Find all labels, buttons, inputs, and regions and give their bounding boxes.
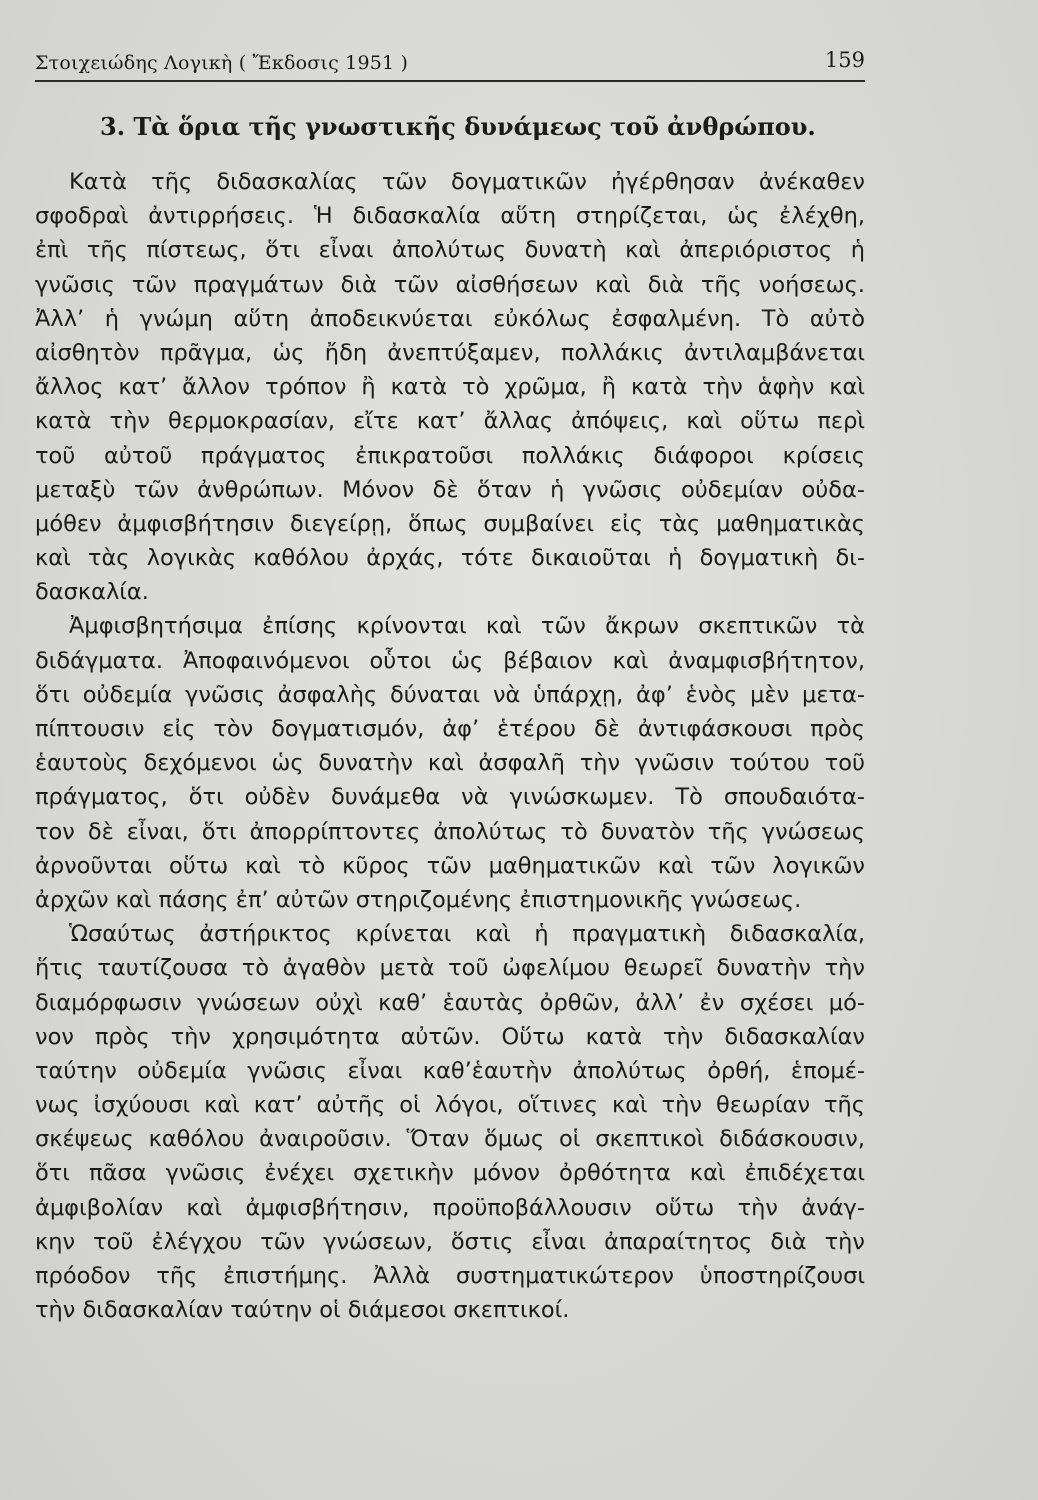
running-head bbox=[35, 48, 865, 84]
text-line: τοῦ αὐτοῦ πράγματος ἐπικρατοῦσι πολλάκις διάφοροι κρίσεις bbox=[35, 442, 865, 469]
text-line: μεταξὺ τῶν ἀνθρώπων. Μόνον δὲ ὅταν ἡ γνῶσις οὐδεμίαν οὐδα- bbox=[35, 476, 865, 503]
text-line: νως ἰσχύουσι καὶ κατ’ αὐτῆς οἱ λόγοι, οἵτινες καὶ τὴν θεωρίαν τῆς bbox=[35, 1092, 865, 1119]
text-line: γνῶσις τῶν πραγμάτων διὰ τῶν αἰσθήσεων καὶ διὰ τῆς νοήσεως. bbox=[35, 271, 865, 298]
text-line: καὶ τὰς λογικὰς καθόλου ἀρχάς, τότε δικαιοῦται ἡ δογματικὴ δι- bbox=[35, 545, 865, 572]
text-line: ἀρνοῦνται οὕτω καὶ τὸ κῦρος τῶν μαθηματικῶν καὶ τῶν λογικῶν bbox=[35, 852, 865, 879]
text-line: σφοδραὶ ἀντιρρήσεις. Ἡ διδασκαλία αὕτη στηρίζεται, ὡς ἐλέχθη, bbox=[35, 203, 865, 230]
text-line: κην τοῦ ἐλέγχου τῶν γνώσεων, ὅστις εἶναι ἀπαραίτητος διὰ τὴν bbox=[35, 1228, 865, 1255]
text-line: διδάγματα. Ἀποφαινόμενοι οὗτοι ὡς βέβαιον καὶ ἀναμφισβήτητον, bbox=[35, 647, 865, 674]
text-line: ὅτι οὐδεμία γνῶσις ἀσφαλὴς δύναται νὰ ὑπάρχῃ, ἀφ’ ἑνὸς μὲν μετα- bbox=[35, 681, 865, 708]
text-line: τὴν διδασκαλίαν ταύτην οἱ διάμεσοι σκεπτικοί. bbox=[35, 1297, 570, 1324]
text-line: μόθεν ἀμφισβήτησιν διεγείρῃ, ὅπως συμβαίνει εἰς τὰς μαθηματικὰς bbox=[35, 510, 865, 537]
text-line: πράγματος, ὅτι οὐδὲν δυνάμεθα νὰ γινώσκωμεν. Τὸ σπουδαιότα- bbox=[35, 784, 865, 811]
text-line: τον δὲ εἶναι, ὅτι ἀπορρίπτοντες ἀπολύτως τὸ δυνατὸν τῆς γνώσεως bbox=[35, 818, 865, 845]
text-line: Ἀμφισβητήσιμα ἐπίσης κρίνονται καὶ τῶν ἄκρων σκεπτικῶν τὰ bbox=[69, 613, 865, 640]
text-line: Κατὰ τῆς διδασκαλίας τῶν δογματικῶν ἠγέρθησαν ἀνέκαθεν bbox=[69, 169, 865, 195]
text-line: ἀμφιβολίαν καὶ ἀμφισβήτησιν, προϋποβάλλουσιν οὕτω τὴν ἀνάγ- bbox=[35, 1194, 865, 1221]
text-line: νον πρὸς τὴν χρησιμότητα αὐτῶν. Οὕτω κατὰ τὴν διδασκαλίαν bbox=[35, 1023, 865, 1050]
text-line: Ἀλλ’ ἡ γνώμη αὕτη ἀποδεικνύεται εὐκόλως ἐσφαλμένη. Τὸ αὐτὸ bbox=[35, 305, 865, 332]
text-line: ἐπὶ τῆς πίστεως, ὅτι εἶναι ἀπολύτως δυνατὴ καὶ ἀπεριόριστος ἡ bbox=[35, 237, 865, 264]
text-line: ὅτι πᾶσα γνῶσις ἐνέχει σχετικὴν μόνον ὀρθότητα καὶ ἐπιδέχεται bbox=[35, 1160, 865, 1187]
text-line: δασκαλία. bbox=[35, 579, 149, 606]
page-number: 159 bbox=[824, 48, 865, 72]
text-line: ταύτην οὐδεμία γνῶσις εἶναι καθ’ἑαυτὴν ἀπολύτως ὀρθή, ἑπομέ- bbox=[35, 1057, 865, 1084]
text-line: ἄλλος κατ’ ἄλλον τρόπον ἢ κατὰ τὸ χρῶμα, ἢ κατὰ τὴν ἁφὴν καὶ bbox=[35, 374, 865, 401]
text-line: αἰσθητὸν πρᾶγμα, ὡς ἤδη ἀνεπτύξαμεν, πολλάκις ἀντιλαμβάνεται bbox=[35, 339, 865, 366]
text-line: κατὰ τὴν θερμοκρασίαν, εἴτε κατ’ ἄλλας ἀπόψεις, καὶ οὕτω περὶ bbox=[35, 408, 865, 435]
text-line: Ὡσαύτως ἀστήρικτος κρίνεται καὶ ἡ πραγματικὴ διδασκαλία, bbox=[69, 921, 865, 948]
section-heading: 3. Τὰ ὅρια τῆς γνωστικῆς δυνάμεως τοῦ ἀνθρώπου. bbox=[100, 112, 816, 141]
body-text bbox=[35, 165, 865, 1327]
text-line: ἀρχῶν καὶ πάσης ἐπ’ αὐτῶν στηριζομένης ἐπιστημονικῆς γνώσεως. bbox=[35, 886, 802, 913]
header-rule bbox=[35, 80, 865, 82]
running-head-title: Στοιχειώδης Λογικὴ ( Ἔκδοσις 1951 ) bbox=[35, 52, 409, 74]
text-line: διαμόρφωσιν γνώσεων οὐχὶ καθ’ ἑαυτὰς ὀρθῶν, ἀλλ’ ἐν σχέσει μό- bbox=[35, 989, 865, 1016]
text-line: ἥτις ταυτίζουσα τὸ ἀγαθὸν μετὰ τοῦ ὠφελίμου θεωρεῖ δυνατὴν τὴν bbox=[35, 955, 865, 982]
text-line: πίπτουσιν εἰς τὸν δογματισμόν, ἀφ’ ἑτέρου δὲ ἀντιφάσκουσι πρὸς bbox=[35, 716, 865, 742]
text-line: ἑαυτοὺς δεχόμενοι ὡς δυνατὴν καὶ ἀσφαλῆ τὴν γνῶσιν τούτου τοῦ bbox=[35, 750, 865, 777]
text-line: πρόοδον τῆς ἐπιστήμης. Ἀλλὰ συστηματικώτερον ὑποστηρίζουσι bbox=[35, 1263, 865, 1289]
text-line: σκέψεως καθόλου ἀναιροῦσιν. Ὅταν ὅμως οἱ σκεπτικοὶ διδάσκουσιν, bbox=[35, 1126, 865, 1153]
